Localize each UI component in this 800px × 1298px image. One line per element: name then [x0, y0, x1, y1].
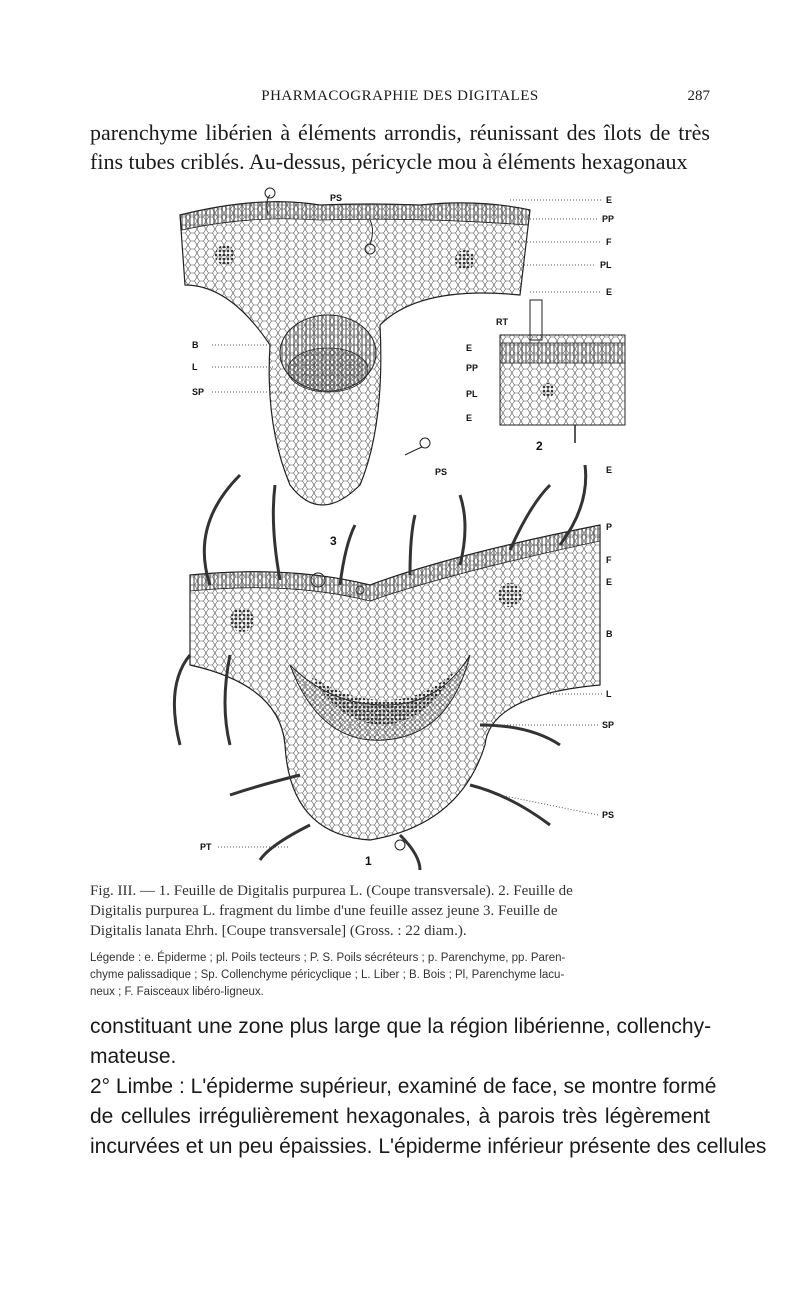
figure-2-inset: [500, 300, 625, 443]
figure-label: PS: [602, 810, 615, 820]
caption-line: Digitalis purpurea L. fragment du limbe d'une feuille assez jeune 3. Feuille de: [90, 903, 558, 919]
figure-label: E: [606, 465, 613, 475]
figure-label: SP: [192, 387, 205, 397]
running-head-title: PHARMACOGRAPHIE DES DIGITALES: [261, 88, 539, 104]
figure-label: PP: [466, 363, 479, 373]
figure-label: E: [466, 413, 473, 423]
figure-label: RT: [496, 317, 508, 327]
figure-label: F: [606, 555, 612, 565]
bottom-paragraph-line: constituant une zone plus large que la région libérienne, collenchy-: [90, 1015, 712, 1038]
bottom-paragraph-line: incurvées et un peu épaissies. L'épiderme inférieur présente des cellules: [90, 1135, 767, 1158]
caption-line: Fig. III. — 1. Feuille de Digitalis purpurea L. (Coupe transversale). 2. Feuille de: [90, 883, 573, 899]
bottom-paragraph-line: mateuse.: [90, 1045, 177, 1068]
figure-label: PL: [466, 389, 478, 399]
figure-legend: [90, 950, 710, 1001]
figure-label: PT: [200, 842, 212, 852]
figure-3-section: [174, 465, 600, 870]
figure-label: F: [606, 237, 612, 247]
bottom-paragraph-line: 2° Limbe : L'épiderme supérieur, examiné de face, se montre formé: [90, 1075, 717, 1098]
top-paragraph-line: fins tubes criblés. Au-dessus, péricycle mou à éléments hexagonaux: [90, 149, 688, 174]
figure-label: L: [192, 362, 198, 372]
figure-label: L: [606, 689, 612, 699]
legend-line: Légende : e. Épiderme ; pl. Poils tecteurs ; P. S. Poils sécréteurs ; p. Parenchyme, pp. Paren-: [90, 952, 566, 964]
figure-label: P: [606, 522, 613, 532]
legend-line: neux ; F. Faisceaux libéro-ligneux.: [90, 986, 264, 998]
figure-number: 1: [365, 854, 372, 868]
figure-number: 2: [536, 439, 543, 453]
figure-caption: [90, 881, 710, 941]
figure-label: PP: [602, 214, 615, 224]
bottom-paragraph: [90, 1012, 767, 1162]
running-head: [90, 88, 710, 110]
botanical-figure: [170, 185, 630, 875]
figure-label: E: [606, 195, 613, 205]
caption-line: Digitalis lanata Ehrh. [Coupe transversale] (Gross. : 22 diam.).: [90, 923, 467, 939]
legend-line: chyme palissadique ; Sp. Collenchyme péricyclique ; L. Liber ; B. Bois ; Pl, Parenchyme lacu-: [90, 969, 565, 981]
top-paragraph-line: parenchyme libérien à éléments arrondis, réunissant des îlots de très: [90, 120, 710, 145]
figure-label: B: [192, 340, 199, 350]
figure-label: E: [606, 287, 613, 297]
bottom-paragraph-line: de cellules irrégulièrement hexagonales, à parois très légèrement: [90, 1105, 710, 1128]
figure-number: 3: [330, 534, 337, 548]
figure-label: B: [606, 629, 613, 639]
page-number: 287: [687, 88, 710, 104]
figure-1-section: [180, 188, 530, 505]
figure-label: SP: [602, 720, 615, 730]
top-paragraph: [90, 118, 710, 176]
figure-label: PS: [435, 467, 448, 477]
leaf-section-illustration: [170, 185, 630, 875]
figure-label: E: [466, 343, 473, 353]
figure-label: E: [606, 577, 613, 587]
figure-label: PS: [330, 193, 343, 203]
figure-label: PL: [600, 260, 612, 270]
